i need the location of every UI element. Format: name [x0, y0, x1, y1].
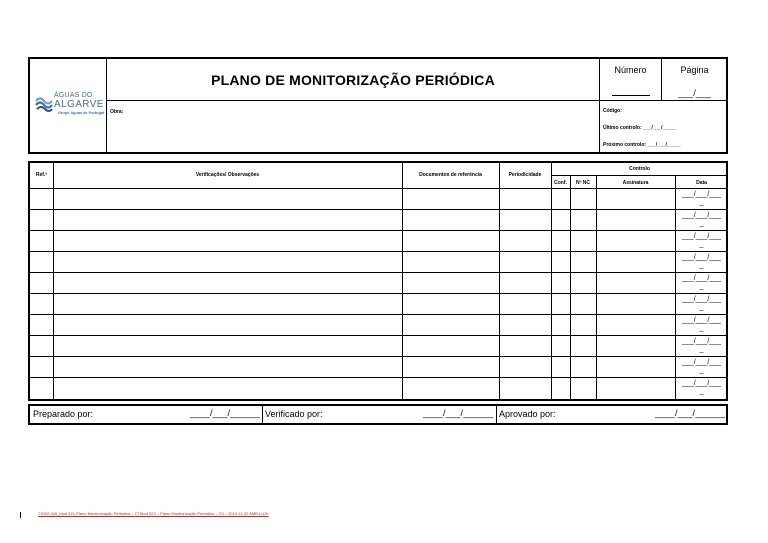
- controlo-subheader-line: [551, 175, 726, 176]
- col-header-data: Data: [696, 180, 707, 186]
- numero-cell[interactable]: [600, 59, 662, 101]
- logo-text-aguas: ÁGUAS DO: [54, 92, 93, 99]
- verificado-date-field[interactable]: ____/___/______: [423, 408, 494, 418]
- page-title: PLANO DE MONITORIZAÇÃO PERIÓDICA: [211, 71, 495, 88]
- col-header-nnc: Nº NC: [575, 180, 591, 186]
- document-info-block: [599, 59, 726, 152]
- codigo-field[interactable]: Código:: [603, 108, 622, 114]
- footer-divider: [262, 406, 263, 423]
- monitoring-table: [28, 161, 728, 401]
- row-date-field[interactable]: ___/___/___ _: [682, 296, 721, 311]
- table-row-line: [30, 356, 726, 357]
- table-row-line: [30, 314, 726, 315]
- row-date-field[interactable]: ___/___/___ _: [682, 338, 721, 353]
- numero-blank-line: [612, 95, 650, 96]
- document-reference-footnote[interactable]: 73002-345_Mod 521-Plano Monitorização Periódica – CTMod 023 – Plano Monitorização Periódica – C5 – 2013-11-22 AMB-LUJh: [38, 511, 269, 516]
- aprovado-date-field[interactable]: ____/___/______: [655, 408, 726, 418]
- table-row-line: [30, 335, 726, 336]
- proximo-controlo-field[interactable]: Próximo controlo: ___/___/_____: [603, 142, 681, 148]
- table-row-line: [30, 293, 726, 294]
- col-header-verificacoes: Verificações/ Observações: [195, 172, 260, 178]
- col-header-conf: Conf.: [554, 180, 567, 186]
- col-divider-periodicidade: [551, 163, 552, 399]
- table-row-line: [30, 251, 726, 252]
- form-header: [28, 57, 728, 154]
- table-row-line: [30, 272, 726, 273]
- table-row-line: [30, 209, 726, 210]
- col-header-controlo: Controlo: [629, 166, 650, 172]
- signature-row: [28, 404, 728, 425]
- footer-divider: [496, 406, 497, 423]
- col-divider-ref: [53, 163, 54, 399]
- col-header-assinatura: Assinatura: [622, 180, 649, 186]
- pagina-cell[interactable]: [662, 59, 727, 101]
- preparado-date-field[interactable]: ____/___/______: [190, 408, 261, 418]
- water-wave-icon: [34, 93, 54, 113]
- logo-cell: [30, 59, 107, 152]
- numero-label: Número: [614, 65, 647, 75]
- pagina-fill: ___/___: [678, 88, 711, 98]
- obra-field-label[interactable]: Obra:: [110, 109, 124, 115]
- col-header-documentos: Documentos de referência: [419, 172, 482, 178]
- row-date-field[interactable]: ___/___/___ _: [682, 191, 721, 206]
- col-header-periodicidade: Periodicidade: [508, 172, 542, 178]
- pagina-label: Página: [680, 65, 709, 75]
- row-date-field[interactable]: ___/___/___ _: [682, 254, 721, 269]
- table-row-line: [30, 188, 726, 189]
- title-cell: [107, 59, 599, 101]
- preparado-label: Preparado por:: [33, 409, 94, 419]
- aprovado-label: Aprovado por:: [499, 409, 556, 419]
- table-row-line: [30, 230, 726, 231]
- ultimo-controlo-field[interactable]: Último controlo: ___/___/_____: [603, 125, 677, 131]
- row-date-field[interactable]: ___/___/___ _: [682, 317, 721, 332]
- table-row-line: [30, 377, 726, 378]
- col-divider-verificacoes: [402, 163, 403, 399]
- row-date-field[interactable]: ___/___/___ _: [682, 359, 721, 374]
- logo-text-algarve: ALGARVE: [54, 99, 104, 110]
- row-date-field[interactable]: ___/___/___ _: [682, 380, 721, 395]
- col-divider-documentos: [499, 163, 500, 399]
- col-header-ref: Ref.ª: [35, 172, 48, 178]
- row-date-field[interactable]: ___/___/___ _: [682, 212, 721, 227]
- verificado-label: Verificado por:: [265, 409, 323, 419]
- row-date-field[interactable]: ___/___/___ _: [682, 275, 721, 290]
- row-date-field[interactable]: ___/___/___ _: [682, 233, 721, 248]
- logo-text-grupo: Grupo Águas de Portugal: [58, 111, 104, 115]
- margin-mark: [20, 512, 21, 518]
